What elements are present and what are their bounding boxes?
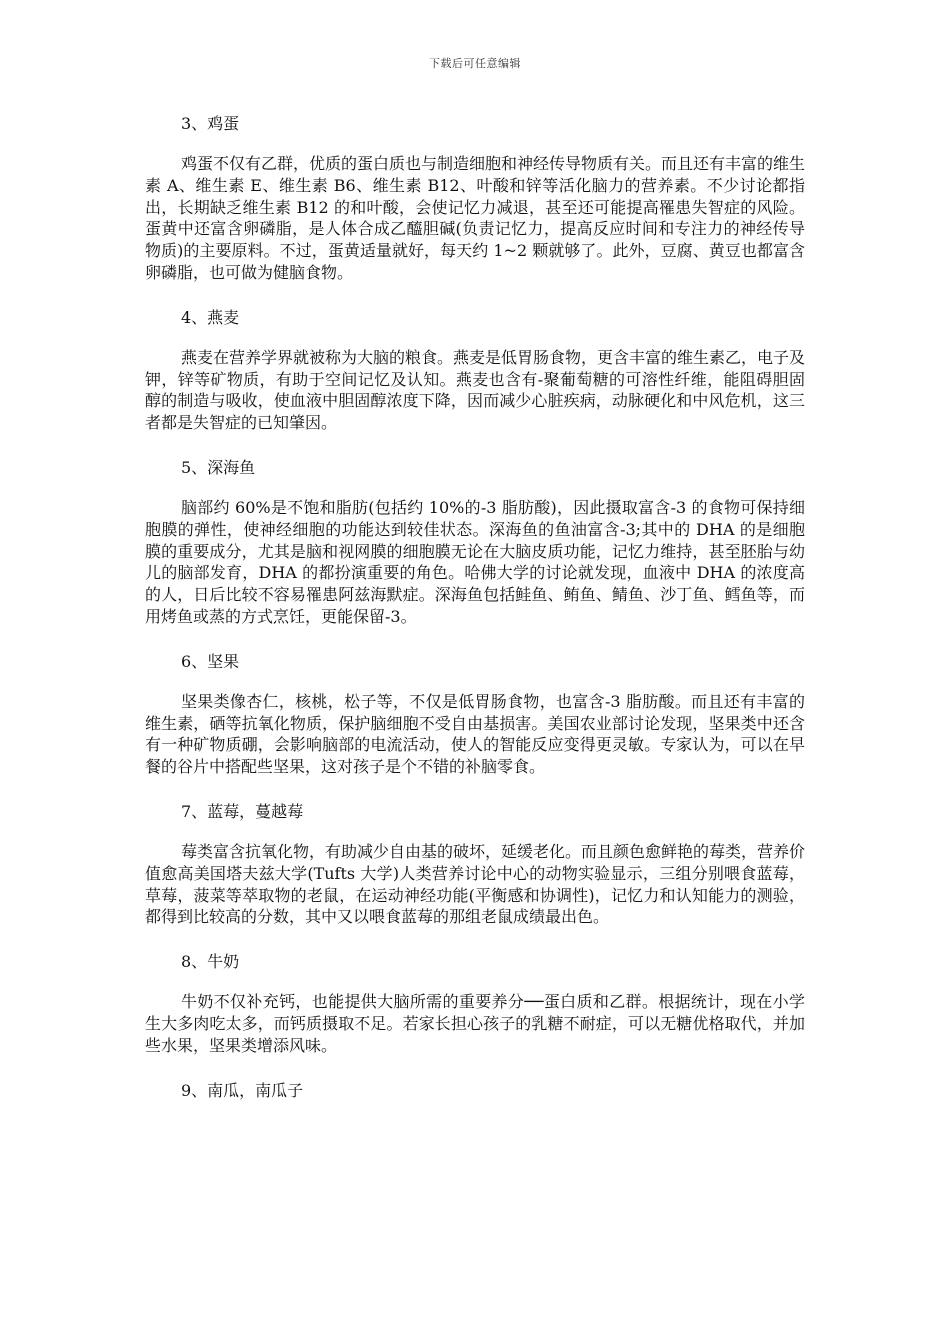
section-body-eggs: 鸡蛋不仅有乙群，优质的蛋白质也与制造细胞和神经传导物质有关。而且还有丰富的维生素 A、维生素 E、维生素 B6、维生素 B12、叶酸和锌等活化脑力的营养素。不少讨论都指出，长期缺乏维生素 B12 的和叶酸，会使记忆力减退，甚至还可能提高罹患失智症的风险。蛋黄中还富含卵磷脂，是人体合成乙醯胆碱(负责记忆力，提高反应时间和专注力的神经传导物质)的主要原料。不过，蛋黄适量就好，每天约 1~2 颗就够了。此外，豆腐、黄豆也都富含卵磷脂，也可做为健脑食物。 [145, 154, 806, 282]
section-heading-pumpkin: 9、南瓜，南瓜子 [181, 1080, 304, 1100]
section-heading-berries: 7、蓝莓，蔓越莓 [181, 801, 304, 821]
section-heading-nuts: 6、坚果 [181, 651, 240, 671]
section-body-deep-sea-fish: 脑部约 60%是不饱和脂肪(包括约 10%的-3 脂肪酸)，因此摄取富含-3 的食物可保持细胞膜的弹性，使神经细胞的功能达到较佳状态。深海鱼的鱼油富含-3;其中的 DHA 的是细胞膜的重要成分，尤其是脑和视网膜的细胞膜无论在大脑皮质功能，记忆力维持，甚至胚胎与幼儿的脑部发育，DHA 的都扮演重要的角色。哈佛大学的讨论就发现，血液中 DHA 的浓度高的人，日后比较不容易罹患阿兹海默症。深海鱼包括鲑鱼、鲔鱼、鲭鱼、沙丁鱼、鳕鱼等，而用烤鱼或蒸的方式烹饪，更能保留-3。 [145, 497, 805, 626]
page-header: 下载后可任意编辑 [429, 57, 521, 70]
section-heading-deep-sea-fish: 5、深海鱼 [181, 457, 256, 477]
section-heading-milk: 8、牛奶 [181, 952, 240, 972]
section-heading-oats: 4、燕麦 [181, 307, 240, 327]
section-body-nuts: 坚果类像杏仁，核桃，松子等，不仅是低胃肠食物，也富含-3 脂肪酸。而且还有丰富的维生素，硒等抗氧化物质，保护脑细胞不受自由基损害。美国农业部讨论发现，坚果类中还含有一种矿物质硼，会影响脑部的电流活动，使人的智能反应变得更灵敏。专家认为，可以在早餐的谷片中搭配些坚果，这对孩子是个不错的补脑零食。 [145, 691, 805, 777]
section-body-milk: 牛奶不仅补充钙，也能提供大脑所需的重要养分──蛋白质和乙群。根据统计，现在小学生大多肉吃太多，而钙质摄取不足。若家长担心孩子的乳糖不耐症，可以无糖优格取代，并加些水果，坚果类增添风味。 [145, 992, 805, 1055]
section-body-oats: 燕麦在营养学界就被称为大脑的粮食。燕麦是低胃肠食物，更含丰富的维生素乙，电子及钾，锌等矿物质，有助于空间记忆及认知。燕麦也含有-聚葡萄糖的可溶性纤维，能阻碍胆固醇的制造与吸收，使血液中胆固醇浓度下降，因而减少心脏疾病，动脉硬化和中风危机，这三者都是失智症的已知肇因。 [145, 347, 806, 433]
section-heading-eggs: 3、鸡蛋 [181, 114, 240, 133]
document-content [145, 112, 805, 1103]
section-body-berries: 莓类富含抗氧化物，有助减少自由基的破坏，延缓老化。而且颜色愈鲜艳的莓类，营养价值愈高美国塔夫兹大学(Tufts 大学)人类营养讨论中心的动物实验显示，三组分别喂食蓝莓，草莓，菠菜等萃取物的老鼠，在运动神经功能(平衡感和协调性)，记忆力和认知能力的测验，都得到比较高的分数，其中又以喂食蓝莓的那组老鼠成绩最出色。 [145, 841, 806, 927]
